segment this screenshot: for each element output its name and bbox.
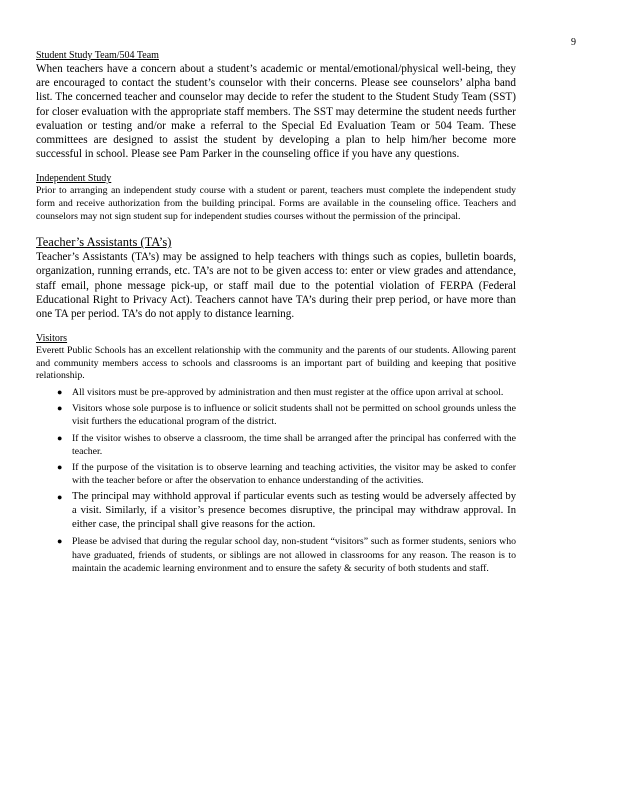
section-sst [36, 50, 516, 161]
bullet-icon: ● [57, 462, 63, 473]
list-item [57, 402, 516, 428]
section-independent-study [36, 173, 516, 223]
bullet-icon: ● [57, 432, 63, 443]
section-heading: Teacher’s Assistants (TA’s) [36, 235, 172, 250]
list-item [57, 386, 516, 399]
list-item [57, 535, 516, 575]
section-visitors [36, 333, 516, 575]
list-item-text: The principal may withhold approval if particular events such as testing would be adversely affected by a visit. Similarly, if a visitor’s presence becomes disruptive, the principal may withdraw approval. In either case, the principal shall give reasons for the action. [72, 491, 516, 531]
visitor-rules-list [36, 386, 516, 575]
section-heading: Visitors [36, 333, 68, 345]
page-number: 9 [571, 37, 576, 48]
list-item-text: If the purpose of the visitation is to observe learning and teaching activities, the visitor may be asked to confer with the teacher before or after the observation to enhance understanding of the activities. [72, 462, 516, 487]
section-heading: Student Study Team/504 Team [36, 50, 159, 61]
list-item-text: Please be advised that during the regular school day, non-student “visitors” such as former students, seniors who have graduated, friends of students, or siblings are not allowed in classrooms for any reason. The reason is to maintain the academic learning environment and to ensure the safety & security of both students and staff. [72, 536, 516, 574]
bullet-icon: ● [57, 492, 63, 503]
section-heading: Independent Study [36, 173, 112, 185]
section-paragraph: When teachers have a concern about a student’s academic or mental/emotional/physical well-being, they are encouraged to contact the student’s counselor with their concerns. Please see counselors’ alpha band list. The concerned teacher and counselor may decide to refer the student to the Student Study Team (SST) for closer evaluation with the appropriate staff members. The SST may determine the student needs further evaluation or testing and/or make a referral to the Special Ed Evaluation Team or 504 Team. These committees are designed to assist the student by developing a plan to help him/her become more successful in school. Please see Pam Parker in the counseling office if you have any questions. [36, 63, 516, 161]
section-paragraph: Teacher’s Assistants (TA’s) may be assigned to help teachers with things such as copies, bulletin boards, organization, running errands, etc. TA’s are not to be given access to: enter or view grades and attendance, staff email, phone message pick-up, or staff mail due to the potential violation of FERPA (Federal Educational Right to Privacy Act). Teachers cannot have TA’s during their prep period, or have more than one TA per period. TA’s do not apply to distance learning. [36, 251, 516, 321]
list-item-text: All visitors must be pre-approved by administration and then must register at the office upon arrival at school. [72, 387, 504, 398]
list-item-text: If the visitor wishes to observe a classroom, the time shall be arranged after the principal has conferred with the teacher. [72, 432, 516, 457]
bullet-icon: ● [57, 403, 63, 414]
bullet-icon: ● [57, 387, 63, 397]
page-content [36, 50, 516, 587]
section-paragraph: Prior to arranging an independent study course with a student or parent, teachers must complete the independent study form and receive authorization from the building principal. Forms are available in the counseling office. Teachers and counselors may not sign student sup for independent studies courses without the permission of the principal. [36, 185, 516, 222]
list-item [57, 490, 516, 532]
list-item-text: Visitors whose sole purpose is to influence or solicit students shall not be permitted on school grounds unless the visit furthers the educational program of the district. [72, 403, 516, 428]
list-item [57, 461, 516, 487]
list-item [57, 432, 516, 458]
section-paragraph: Everett Public Schools has an excellent relationship with the community and the parents of our students. Allowing parent and community members access to schools and classrooms is an important part of building and keeping that positive relationship. [36, 345, 516, 382]
bullet-icon: ● [57, 536, 63, 547]
section-teachers-assistants [36, 235, 516, 321]
